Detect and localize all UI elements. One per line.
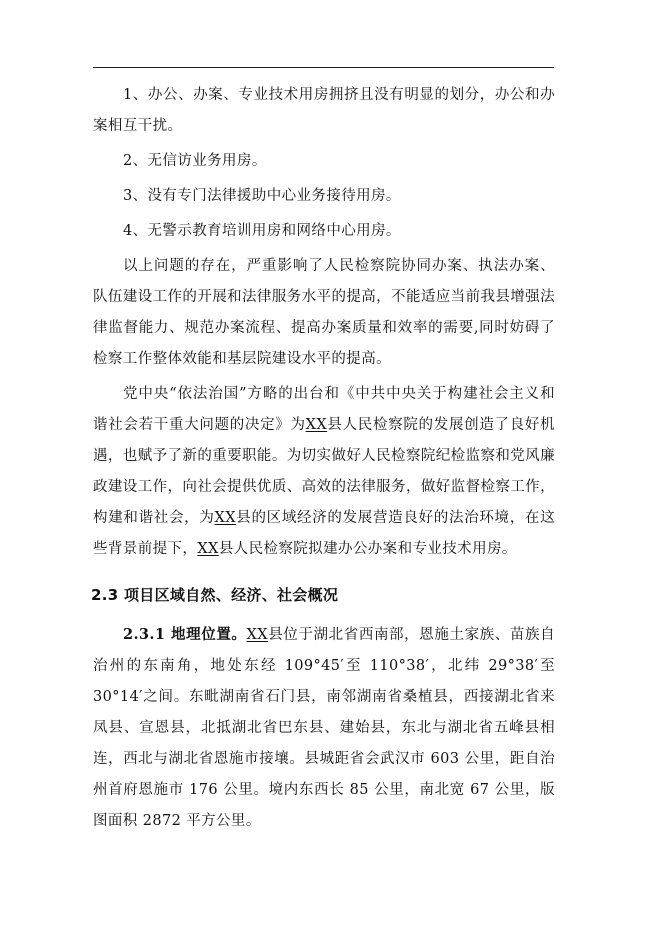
list-item-4: 4、无警示教育培训用房和网络中心用房。 <box>123 223 401 239</box>
policy-text-1: 党中央“依法治国”方略的出台和《中共中央关于构建社会主义和谐社会若干重大问题的决定》为 <box>93 386 555 433</box>
paragraph-policy <box>93 379 555 565</box>
list-item-1: 1、办公、办案、专业技术用房拥挤且没有明显的划分，办公和办案相互干扰。 <box>93 87 555 134</box>
county-placeholder: XX <box>305 417 328 433</box>
section-heading: 2.3 项目区域自然、经济、社会概况 <box>91 586 339 604</box>
list-item-2: 2、无信访业务用房。 <box>123 153 267 169</box>
paragraph-problems: 以上问题的存在，严重影响了人民检察院协同办案、执法办案、队伍建设工作的开展和法律服务水平的提高，不能适应当前我县增强法律监督能力、规范办案流程、提高办案质量和效率的需要,同时妨碍了检察工作整体效能和基层院建设水平的提高。 <box>93 258 555 367</box>
list-item-3: 3、没有专门法律援助中心业务接待用房。 <box>123 188 401 204</box>
policy-text-2: 县人民检察院的发展创造了良好机遇，也赋予了新的重要职能。为切实做好人民检察院纪检监察和党风廉政建设工作，向社会提供优质、高效的法律服务，做好监督检察工作，构建和谐社会，为 <box>93 417 555 526</box>
document-body <box>93 80 555 837</box>
location-text: 县位于湖北省西南部，恩施土家族、苗族自治州的东南角，地处东经 109°45′至 110°38′，北纬 29°38′至 30°14′之间。东毗湖南省石门县，南邻湖南省桑植县，西接湖北省来凤县、宣恩县，北抵湖北省巴东县、建始县，东北与湖北省五峰县相连，西北与湖北省恩施市接壤。县城距省会武汉市 603 公里，距自治州首府恩施市 176 公里。境内东西长 85 公里，南北宽 67 公里，版图面积 2872 平方公里。 <box>93 627 555 829</box>
county-placeholder: XX <box>246 627 268 643</box>
subsection-lead: 2.3.1 地理位置。 <box>123 626 247 643</box>
county-placeholder: XX <box>214 510 236 526</box>
policy-text-3: 县的区域经济的发展营造良好的法治环境，在这些背景前提下， <box>93 510 555 557</box>
header-rule <box>93 67 554 68</box>
policy-text-4: 县人民检察院拟建办公办案和专业技术用房。 <box>218 541 517 557</box>
county-placeholder: XX <box>197 541 219 557</box>
paragraph-location <box>93 619 555 837</box>
